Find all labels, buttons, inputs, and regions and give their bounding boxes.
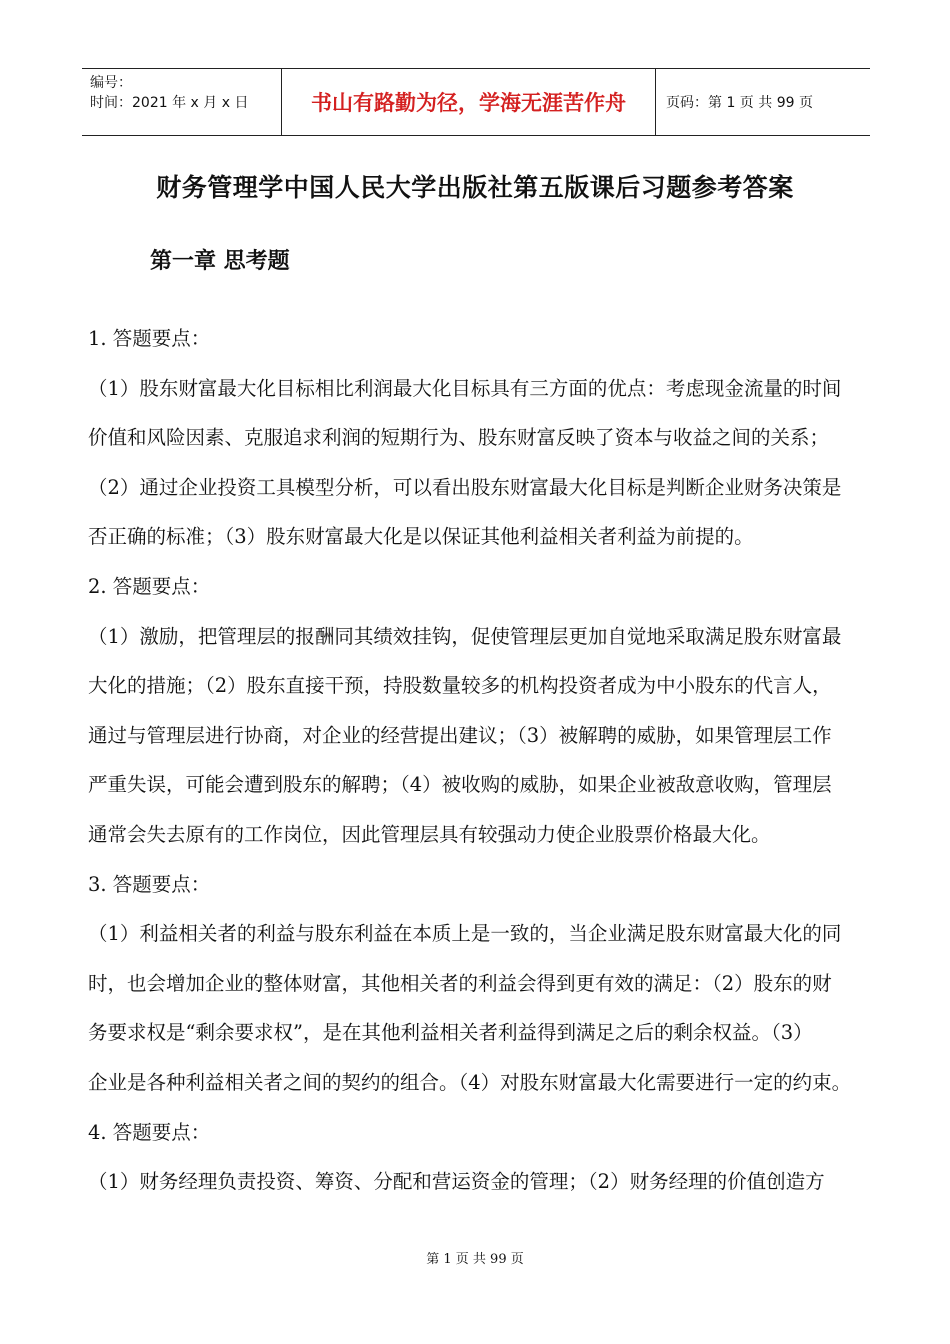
- header-page-info: 页码：第 1 页 共 99 页: [666, 95, 813, 111]
- document-date: 时间：2021 年 x 月 x 日: [90, 95, 249, 111]
- question-heading: 2. 答题要点：: [88, 574, 211, 598]
- body-line: （1）利益相关者的利益与股东利益在本质上是一致的，当企业满足股东财富最大化的同: [88, 922, 842, 946]
- header-motto: 书山有路勤为径，学海无涯苦作舟: [282, 69, 656, 135]
- body-line: 务要求权是“剩余要求权”，是在其他利益相关者利益得到满足之后的剩余权益。（3）: [88, 1021, 813, 1045]
- body-line: 价值和风险因素、克服追求利润的短期行为、股东财富反映了资本与收益之间的关系；: [88, 426, 830, 450]
- question-heading: 1. 答题要点：: [88, 327, 211, 350]
- body-line: 大化的措施；（2）股东直接干预，持股数量较多的机构投资者成为中小股东的代言人，: [88, 674, 832, 698]
- question-heading: 4. 答题要点：: [88, 1120, 211, 1144]
- body-line: （1）财务经理负责投资、筹资、分配和营运资金的管理；（2）财务经理的价值创造方: [88, 1170, 825, 1194]
- page-footer: 第 1 页 共 99 页: [426, 1252, 524, 1267]
- body-line: 企业是各种利益相关者之间的契约的组合。（4）对股东财富最大化需要进行一定的约束。: [88, 1070, 852, 1094]
- document-number-label: 编号：: [90, 75, 132, 91]
- body-line: （1）股东财富最大化目标相比利润最大化目标具有三方面的优点：考虑现金流量的时间: [88, 376, 842, 400]
- document-title: 财务管理学中国人民大学出版社第五版课后习题参考答案: [156, 173, 794, 202]
- document-body: [88, 314, 950, 1207]
- question-heading: 3. 答题要点：: [88, 872, 211, 896]
- header-table: [82, 68, 870, 136]
- body-line: 通常会失去原有的工作岗位，因此管理层具有较强动力使企业股票价格最大化。: [88, 822, 771, 846]
- body-line: 严重失误，可能会遭到股东的解聘；（4）被收购的威胁，如果企业被敌意收购，管理层: [88, 773, 832, 797]
- chapter-heading: 第一章 思考题: [150, 249, 290, 274]
- body-line: （2）通过企业投资工具模型分析，可以看出股东财富最大化目标是判断企业财务决策是: [88, 475, 842, 499]
- body-line: （1）激励，把管理层的报酬同其绩效挂钩，促使管理层更加自觉地采取满足股东财富最: [88, 624, 842, 648]
- body-line: 时，也会增加企业的整体财富，其他相关者的利益会得到更有效的满足：（2）股东的财: [88, 971, 832, 995]
- body-line: 通过与管理层进行协商，对企业的经营提出建议；（3）被解聘的威胁，如果管理层工作: [88, 723, 832, 747]
- body-line: 否正确的标准；（3）股东财富最大化是以保证其他利益相关者利益为前提的。: [88, 525, 754, 549]
- header-meta: [82, 69, 282, 135]
